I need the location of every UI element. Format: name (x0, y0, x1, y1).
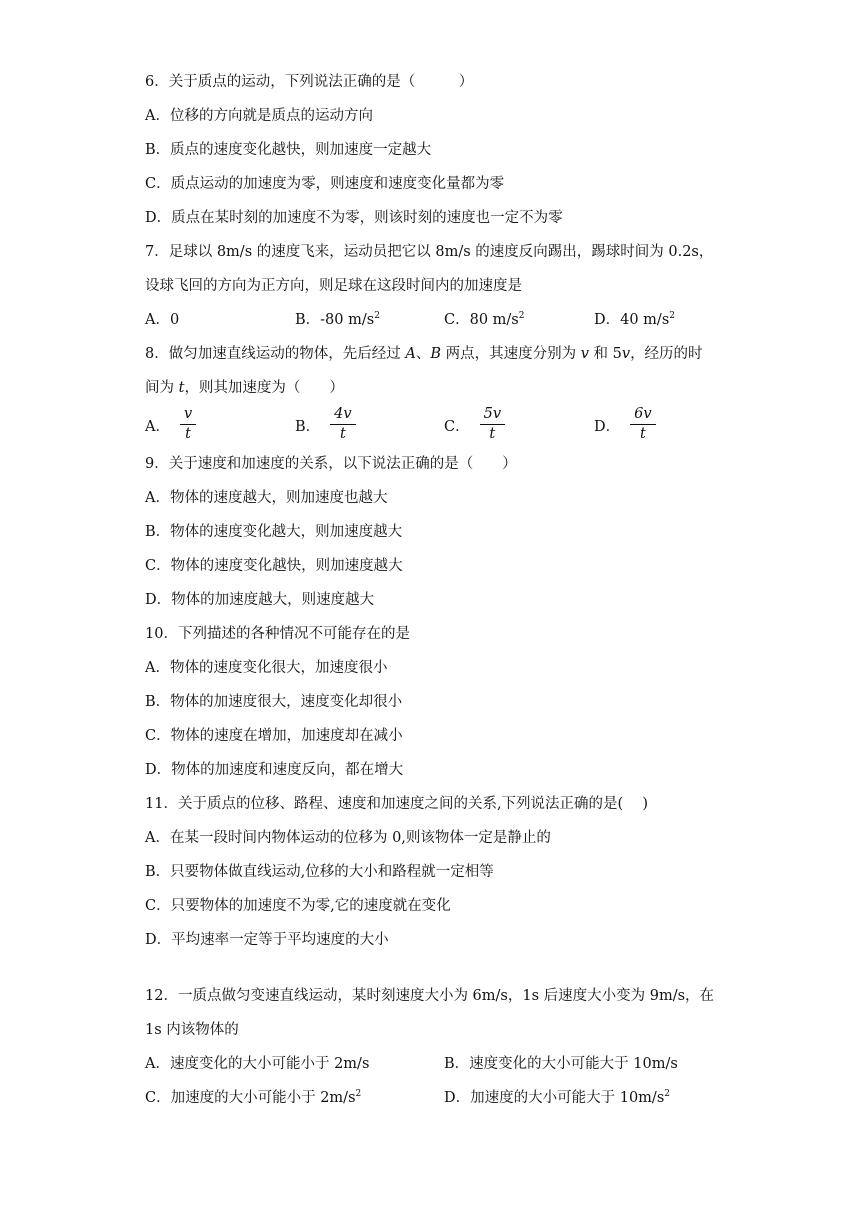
question-11-option-a: A．在某一段时间内物体运动的位移为 0,则该物体一定是静止的 (145, 830, 551, 846)
question-9-option-b: B．物体的速度变化越大，则加速度越大 (145, 524, 403, 540)
question-9-stem: 9．关于速度和加速度的关系，以下说法正确的是（ ） (145, 456, 517, 472)
question-7-option-d: D．40 $m/s^2$ (594, 311, 675, 328)
question-10-option-a: A．物体的速度变化很大，加速度很小 (145, 660, 388, 676)
question-12-stem-line-1: 12．一质点做匀变速直线运动，某时刻速度大小为 6m/s，1s 后速度大小变为 9m/s，在 (145, 988, 715, 1004)
question-11-option-d: D．平均速率一定等于平均速度的大小 (145, 932, 389, 948)
question-9-option-c: C．物体的速度变化越快，则加速度越大 (145, 558, 403, 574)
fraction: $\frac{4v}{t}$ (330, 406, 355, 443)
question-11-option-b: B．只要物体做直线运动,位移的大小和路程就一定相等 (145, 864, 494, 880)
question-7-stem-line-2: 设球飞回的方向为正方向，则足球在这段时间内的加速度是 (145, 278, 522, 294)
question-7-option-a: A．0 (145, 312, 180, 328)
question-12-option-a: A．速度变化的大小可能小于 2m/s (145, 1056, 370, 1072)
question-6-option-b: B．质点的速度变化越快，则加速度一定越大 (145, 142, 432, 158)
fraction: $\frac{v}{t}$ (180, 406, 196, 443)
question-12-option-d: D．加速度的大小可能大于 $10m/s^2$ (444, 1089, 670, 1106)
question-10-option-c: C．物体的速度在增加，加速度却在减小 (145, 728, 403, 744)
question-6-option-d: D．质点在某时刻的加速度不为零，则该时刻的速度也一定不为零 (145, 210, 563, 226)
question-12-option-b: B．速度变化的大小可能大于 10m/s (444, 1056, 678, 1072)
question-7-option-c: C．80 $m/s^2$ (444, 311, 525, 328)
question-6-stem: 6．关于质点的运动，下列说法正确的是（ ） (145, 74, 474, 90)
question-11-option-c: C．只要物体的加速度不为零,它的速度就在变化 (145, 898, 451, 914)
question-8-option-c: C． $\frac{5v}{t}$ (444, 406, 505, 443)
question-10-option-d: D．物体的加速度和速度反向，都在增大 (145, 762, 404, 778)
question-9-option-d: D．物体的加速度越大，则速度越大 (145, 592, 375, 608)
fraction: $\frac{6v}{t}$ (630, 406, 655, 443)
question-6-option-a: A．位移的方向就是质点的运动方向 (145, 108, 373, 124)
question-7-stem-line-1: 7．足球以 8m/s 的速度飞来，运动员把它以 8m/s 的速度反向踢出，踢球时间为 0.2s， (145, 244, 714, 260)
fraction: $\frac{5v}{t}$ (480, 406, 505, 443)
question-9-option-a: A．物体的速度越大，则加速度也越大 (145, 490, 388, 506)
question-8-option-a: A． $\frac{v}{t}$ (145, 406, 196, 443)
question-8-stem-line-1: 8．做匀加速直线运动的物体，先后经过 A、B 两点，其速度分别为 v 和 5v，经历的时 (145, 346, 703, 362)
question-10-option-b: B．物体的加速度很大，速度变化却很小 (145, 694, 403, 710)
question-10-stem: 10．下列描述的各种情况不可能存在的是 (145, 626, 410, 642)
question-6-option-c: C．质点运动的加速度为零，则速度和速度变化量都为零 (145, 176, 505, 192)
question-12-option-c: C．加速度的大小可能小于 $2m/s^2$ (145, 1089, 362, 1106)
question-8-option-b: B． $\frac{4v}{t}$ (295, 406, 356, 443)
question-11-stem: 11．关于质点的位移、路程、速度和加速度之间的关系,下列说法正确的是( ) (145, 796, 648, 812)
question-7-option-b: B．-80 $m/s^2$ (295, 311, 380, 328)
question-8-stem-line-2: 间为 t，则其加速度为（ ） (145, 380, 344, 396)
question-8-options (0, 406, 860, 450)
question-12-stem-line-2: 1s 内该物体的 (145, 1022, 239, 1038)
question-8-option-d: D． $\frac{6v}{t}$ (594, 406, 656, 443)
